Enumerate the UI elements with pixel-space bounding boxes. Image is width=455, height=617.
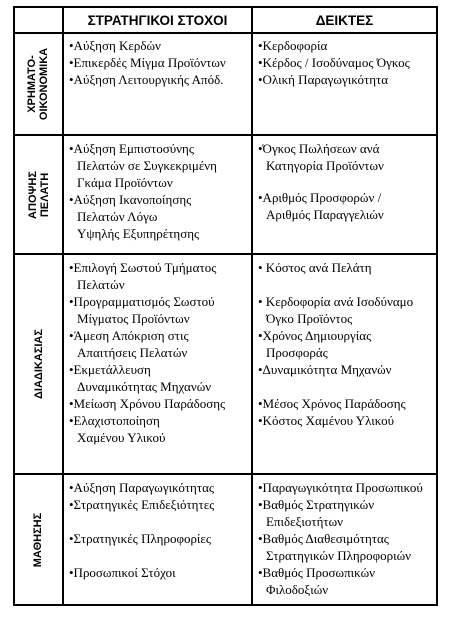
indicator-item: Φιλοδοξιών bbox=[266, 582, 329, 597]
objective-item: •Άμεση Απόκριση στις bbox=[69, 328, 189, 343]
indicator-item: •Βαθμός Στρατηγικών bbox=[258, 497, 375, 512]
indicator-item: Επιδεξιοτήτων bbox=[266, 514, 344, 529]
objective-item: •Μείωση Χρόνου Παράδοσης bbox=[69, 396, 226, 411]
indicator-item: •Χρόνος Δημιουργίας bbox=[258, 328, 372, 343]
indicator-item: •Ολική Παραγωγικότητα bbox=[258, 72, 389, 87]
indicator-item: •Μέσος Χρόνος Παράδοσης bbox=[258, 396, 406, 411]
column-divider bbox=[251, 8, 253, 604]
objective-item: •Αύξηση Κερδών bbox=[69, 38, 161, 53]
objective-item: Μίγματος Προϊόντων bbox=[77, 311, 190, 326]
row-label-process: ΔΙΑΔΙΚΑΣΙΑΣ bbox=[32, 329, 45, 399]
indicator-item: •Βαθμός Διαθεσιμότητας bbox=[258, 531, 389, 546]
objective-item: •Προγραμματισμός Σωστού bbox=[69, 294, 215, 309]
objective-item: •Στρατηγικές Πληροφορίες bbox=[69, 531, 212, 546]
indicator-item: •Δυναμικότητα Μηχανών bbox=[258, 362, 392, 377]
objective-item: •Επικερδές Μίγμα Προϊόντων bbox=[69, 55, 226, 70]
indicator-item: Προσφοράς bbox=[266, 345, 328, 360]
objective-item: •Αύξηση Παραγωγικότητας bbox=[69, 480, 215, 495]
objective-item: Υψηλής Εξυπηρέτησης bbox=[77, 226, 200, 241]
objective-item: •Αύξηση Ικανοποίησης bbox=[69, 192, 192, 207]
indicator-item: • Κερδοφορία ανά Ισοδύναμο bbox=[258, 294, 414, 309]
indicator-item: Αριθμός Παραγγελιών bbox=[266, 207, 384, 222]
column-divider bbox=[62, 8, 64, 604]
objective-item: •Προσωπικοί Στόχοι bbox=[69, 565, 176, 580]
objective-item: •Στρατηγικές Επιδεξιότητες bbox=[69, 497, 215, 512]
objective-item: Πελατών Λόγω bbox=[77, 209, 158, 224]
objective-item: •Ελαχιστοποίηση bbox=[69, 413, 160, 428]
objective-item: Γκάμα Προϊόντων bbox=[77, 175, 173, 190]
indicator-item: •Κέρδος / Ισοδύναμος Όγκος bbox=[258, 55, 410, 70]
indicator-item: • Κόστος ανά Πελάτη bbox=[258, 260, 372, 275]
objective-item: •Εκμετάλλευση bbox=[69, 362, 151, 377]
header-indicators: ΔΕΙΚΤΕΣ bbox=[253, 8, 436, 34]
indicator-item: Όγκο Προϊόντος bbox=[266, 311, 353, 326]
objective-item: Χαμένου Υλικού bbox=[77, 430, 166, 445]
indicator-item: •Κόστος Χαμένου Υλικού bbox=[258, 413, 395, 428]
row-divider bbox=[15, 253, 436, 255]
row-label-customer: ΑΠΟΨΗΣ ΠΕΛΑΤΗ bbox=[26, 170, 51, 219]
indicator-item: •Παραγωγικότητα Προσωπικού bbox=[258, 480, 423, 495]
objective-item: Πελατών bbox=[77, 277, 125, 292]
indicator-item: •Βαθμός Προσωπικών bbox=[258, 565, 375, 580]
objective-item: Απαιτήσεις Πελατών bbox=[77, 345, 188, 360]
indicator-item: Στρατηγικών Πληροφοριών bbox=[266, 548, 412, 563]
indicator-item: Κατηγορία Προϊόντων bbox=[266, 158, 384, 173]
objective-item: Δυναμικότητας Μηχανών bbox=[77, 379, 212, 394]
row-label-financial: ΧΡΗΜΑΤΟ- ΟΙΚΟΝΟΜΙΚΑ bbox=[26, 47, 51, 121]
row-divider bbox=[15, 473, 436, 475]
indicator-item: •Αριθμός Προσφορών / bbox=[258, 190, 382, 205]
objective-item: •Επιλογή Σωστού Τμήματος bbox=[69, 260, 217, 275]
objective-item: •Αύξηση Εμπιστοσύνης bbox=[69, 141, 194, 156]
indicator-item: •Όγκος Πωλήσεων ανά bbox=[258, 141, 380, 156]
header-objectives: ΣΤΡΑΤΗΓΙΚΟΙ ΣΤΟΧΟΙ bbox=[64, 8, 251, 34]
objective-item: Πελατών σε Συγκεκριμένη bbox=[77, 158, 217, 173]
objective-item: •Αύξηση Λειτουργικής Απόδ. bbox=[69, 72, 224, 87]
strategy-table bbox=[13, 6, 438, 606]
header-corner bbox=[15, 8, 64, 34]
indicator-item: •Κερδοφορία bbox=[258, 38, 328, 53]
row-divider bbox=[15, 134, 436, 136]
row-label-learning: ΜΑΘΗΣΗΣ bbox=[32, 512, 45, 567]
